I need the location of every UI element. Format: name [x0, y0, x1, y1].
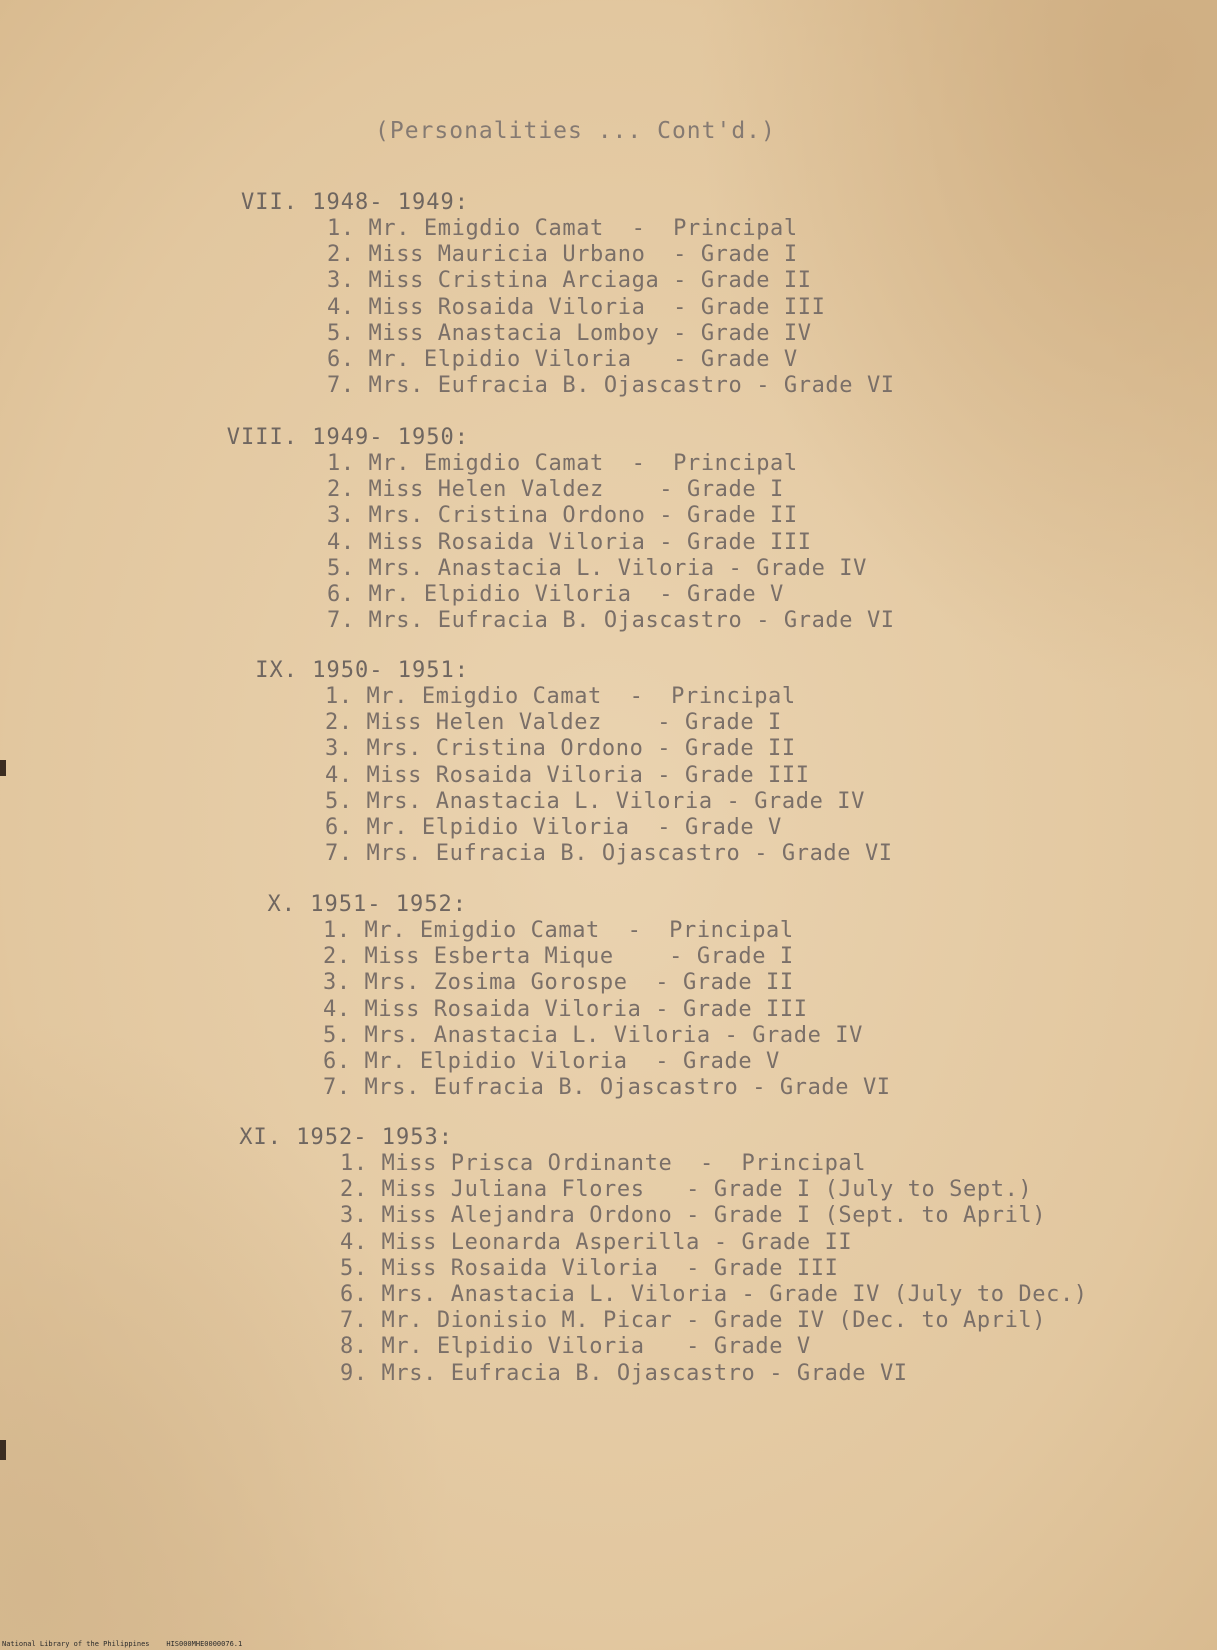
list-item: 6. Mrs. Anastacia L. Viloria - Grade IV (July to Dec.) [340, 1282, 1088, 1308]
list-item: 3. Miss Cristina Arciaga - Grade II [327, 268, 812, 294]
list-item: 5. Mrs. Anastacia L. Viloria - Grade IV [323, 1022, 863, 1048]
section-ix [228, 658, 893, 867]
section-heading [228, 892, 891, 918]
list-item: 1. Mr. Emigdio Camat - Principal [327, 216, 798, 241]
section-heading [210, 425, 895, 451]
list-item: 3. Mrs. Cristina Ordono - Grade II [325, 736, 796, 762]
list-item: 1. Miss Prisca Ordinante - Principal [340, 1151, 867, 1176]
section-numeral: VII. [241, 190, 298, 215]
section-years: 1950- 1951: [312, 658, 469, 683]
list-item: 4. Miss Rosaida Viloria - Grade III [327, 529, 812, 555]
list-item: 4. Miss Rosaida Viloria - Grade III [327, 294, 826, 320]
list-item: 2. Miss Helen Valdez - Grade I [325, 710, 782, 736]
list-item: 5. Mrs. Anastacia L. Viloria - Grade IV [327, 555, 867, 581]
list-item: 4. Miss Leonarda Asperilla - Grade II [340, 1229, 853, 1255]
section-heading [228, 658, 893, 684]
list-item: 4. Miss Rosaida Viloria - Grade III [325, 762, 810, 788]
section-heading [228, 1125, 1088, 1151]
list-item: 2. Miss Esberta Mique - Grade I [323, 944, 794, 970]
list-item: 9. Mrs. Eufracia B. Ojascastro - Grade VI [340, 1360, 908, 1386]
staff-list [325, 684, 893, 867]
section-vii [228, 190, 895, 399]
list-item: 5. Miss Rosaida Viloria - Grade III [340, 1255, 839, 1281]
section-x [228, 892, 891, 1101]
list-item: 6. Mr. Elpidio Viloria - Grade V [325, 815, 782, 841]
section-years: 1951- 1952: [310, 892, 467, 917]
list-item: 2. Miss Mauricia Urbano - Grade I [327, 242, 798, 268]
section-numeral: X. [267, 892, 296, 917]
edge-ink-mark [0, 760, 6, 776]
page-title: (Personalities ... Cont'd.) [375, 118, 776, 144]
archive-footer: National Library of the Philippines HIS000MHE0000076.1 [2, 1640, 243, 1648]
staff-list [327, 216, 895, 399]
staff-list [323, 918, 891, 1101]
list-item: 3. Mrs. Zosima Gorospe - Grade II [323, 970, 794, 996]
section-viii [210, 425, 895, 634]
list-item: 7. Mr. Dionisio M. Picar - Grade IV (Dec. to April) [340, 1308, 1047, 1334]
list-item: 2. Miss Juliana Flores - Grade I (July to Sept.) [340, 1177, 1033, 1203]
list-item: 6. Mr. Elpidio Viloria - Grade V [327, 347, 798, 373]
list-item: 5. Mrs. Anastacia L. Viloria - Grade IV [325, 788, 865, 814]
edge-ink-mark [0, 1440, 6, 1460]
section-years: 1949- 1950: [312, 425, 469, 450]
section-years: 1948- 1949: [312, 190, 469, 215]
list-item: 6. Mr. Elpidio Viloria - Grade V [323, 1049, 780, 1075]
list-item: 4. Miss Rosaida Viloria - Grade III [323, 996, 808, 1022]
section-numeral: VIII. [226, 425, 298, 450]
list-item: 3. Miss Alejandra Ordono - Grade I (Sept. to April) [340, 1203, 1047, 1229]
list-item: 7. Mrs. Eufracia B. Ojascastro - Grade VI [327, 608, 895, 634]
section-xi [228, 1125, 1088, 1387]
list-item: 3. Mrs. Cristina Ordono - Grade II [327, 503, 798, 529]
list-item: 8. Mr. Elpidio Viloria - Grade V [340, 1334, 811, 1360]
list-item: 1. Mr. Emigdio Camat - Principal [323, 918, 794, 943]
list-item: 7. Mrs. Eufracia B. Ojascastro - Grade VI [325, 841, 893, 867]
section-heading [228, 190, 895, 216]
list-item: 5. Miss Anastacia Lomboy - Grade IV [327, 320, 812, 346]
list-item: 7. Mrs. Eufracia B. Ojascastro - Grade VI [327, 373, 895, 399]
staff-list [327, 451, 895, 634]
section-numeral: IX. [255, 658, 298, 683]
list-item: 6. Mr. Elpidio Viloria - Grade V [327, 582, 784, 608]
list-item: 2. Miss Helen Valdez - Grade I [327, 477, 784, 503]
section-years: 1952- 1953: [296, 1125, 453, 1150]
list-item: 7. Mrs. Eufracia B. Ojascastro - Grade VI [323, 1075, 891, 1101]
list-item: 1. Mr. Emigdio Camat - Principal [325, 684, 796, 709]
list-item: 1. Mr. Emigdio Camat - Principal [327, 451, 798, 476]
section-numeral: XI. [239, 1125, 282, 1150]
staff-list [340, 1151, 1088, 1387]
